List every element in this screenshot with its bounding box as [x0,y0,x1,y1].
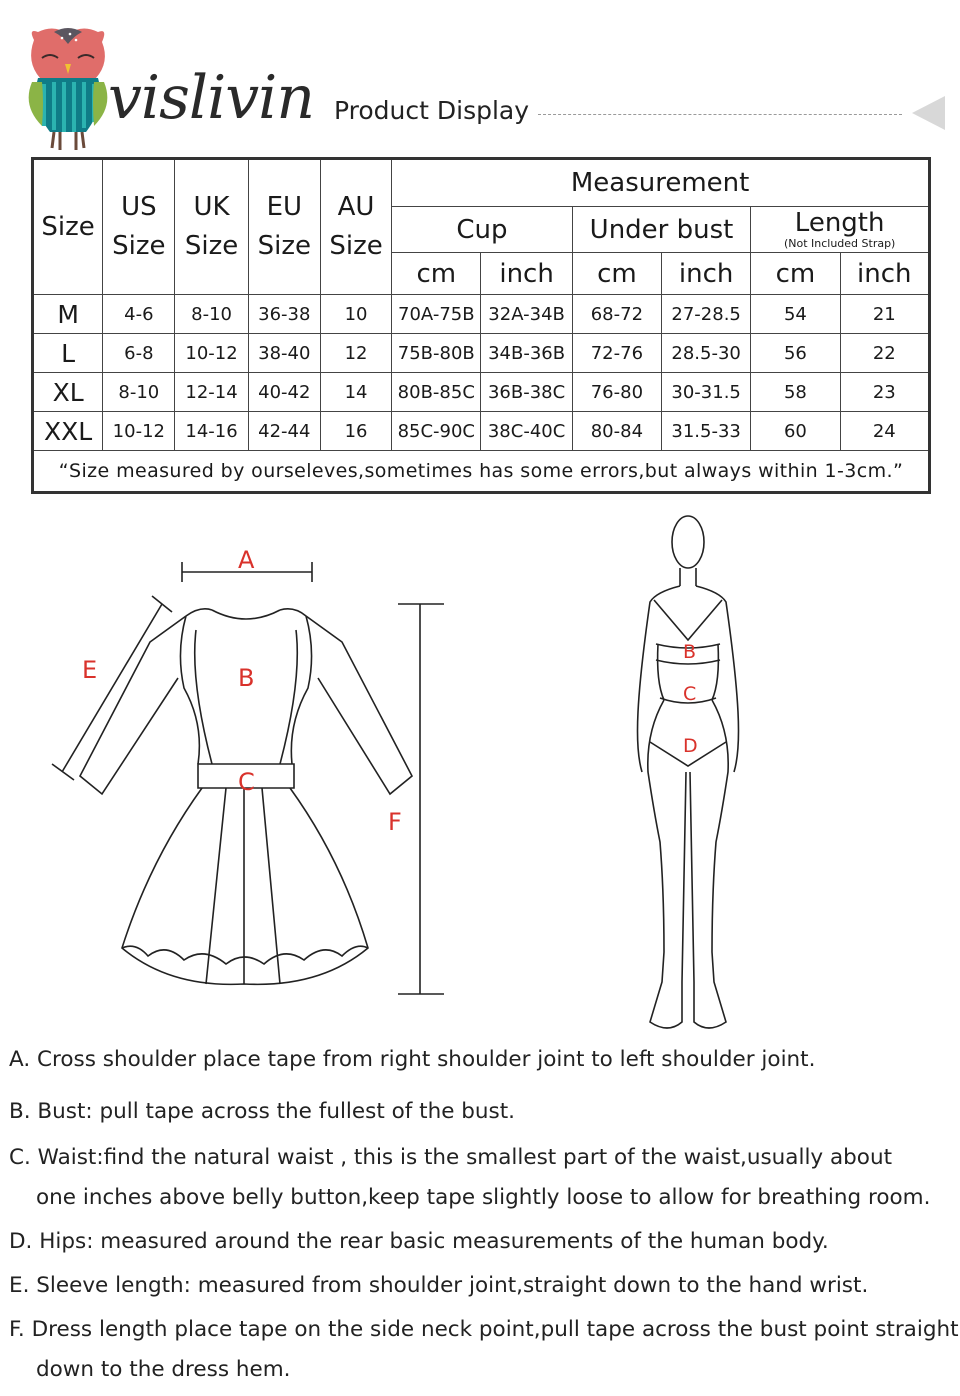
underbust-header: Under bust [572,207,751,253]
eu-size-header: EU Size [248,159,320,295]
eu-cell: 42-44 [248,412,320,451]
cup-cm-cell: 75B-80B [392,334,481,373]
length-header: Length (Not Included Strap) [751,207,930,253]
instruction-e: E. Sleeve length: measured from shoulder joint,straight down to the hand wrist. [9,1273,869,1298]
size-cell: M [33,295,103,334]
underbust-cm-cell: 68-72 [572,295,661,334]
underbust-inch-cell: 30-31.5 [662,373,751,412]
cup-inch-cell: 38C-40C [481,412,572,451]
cup-inch-cell: 32A-34B [481,295,572,334]
table-row [33,373,930,412]
measurement-header: Measurement [392,159,930,207]
label-e: E [82,656,98,684]
instruction-f: F. Dress length place tape on the side neck point,pull tape across the bust point straight down to the dress hem. [9,1317,959,1382]
table-row [33,412,930,451]
length-cm-cell: 54 [751,295,840,334]
uk-cell: 10-12 [175,334,248,373]
length-inch-cell: 24 [840,412,929,451]
underbust-cm-cell: 72-76 [572,334,661,373]
cup-inch-cell: 36B-38C [481,373,572,412]
table-note: “Size measured by ourseleves,sometimes has some errors,but always within 1-3cm.” [33,451,930,493]
unit-cm: cm [572,253,661,295]
length-cm-cell: 60 [751,412,840,451]
owl-logo-icon [24,22,112,154]
length-note: (Not Included Strap) [783,236,896,250]
unit-cm: cm [392,253,481,295]
au-size-header: AU Size [320,159,391,295]
uk-cell: 14-16 [175,412,248,451]
table-row [33,334,930,373]
section-title: Product Display [334,96,530,125]
unit-inch: inch [481,253,572,295]
au-cell: 14 [320,373,391,412]
length-inch-cell: 22 [840,334,929,373]
eu-cell: 38-40 [248,334,320,373]
eu-cell: 40-42 [248,373,320,412]
brand-logo-text: vislivin [108,63,314,133]
cup-inch-cell: 34B-36B [481,334,572,373]
au-cell: 10 [320,295,391,334]
instruction-d: D. Hips: measured around the rear basic measurements of the human body. [9,1229,829,1254]
eu-cell: 36-38 [248,295,320,334]
table-row [33,295,930,334]
instruction-b: B. Bust: pull tape across the fullest of the bust. [9,1099,515,1124]
unit-inch: inch [662,253,751,295]
header [0,0,960,150]
underbust-inch-cell: 31.5-33 [662,412,751,451]
label-a: A [238,546,255,574]
cup-cm-cell: 70A-75B [392,295,481,334]
divider [538,114,902,115]
unit-inch: inch [840,253,929,295]
label-c: C [238,768,255,796]
underbust-inch-cell: 27-28.5 [662,295,751,334]
length-cm-cell: 58 [751,373,840,412]
body-figure-diagram [628,512,752,1036]
cup-cm-cell: 80B-85C [392,373,481,412]
uk-cell: 12-14 [175,373,248,412]
label-b: B [683,641,697,663]
underbust-cm-cell: 80-84 [572,412,661,451]
size-cell: XL [33,373,103,412]
size-header: Size [33,159,103,295]
us-cell: 4-6 [103,295,175,334]
underbust-cm-cell: 76-80 [572,373,661,412]
us-cell: 10-12 [103,412,175,451]
cup-header: Cup [392,207,573,253]
size-chart-table [31,157,931,494]
dress-diagram [30,540,460,1000]
instruction-a: A. Cross shoulder place tape from right shoulder joint to left shoulder joint. [9,1047,816,1072]
uk-cell: 8-10 [175,295,248,334]
label-d: D [683,735,698,757]
cup-cm-cell: 85C-90C [392,412,481,451]
instruction-c: C. Waist:find the natural waist , this is the smallest part of the waist,usually about one inches above belly button,keep tape slightly loose to allow for breathing room. [9,1145,931,1210]
label-c: C [683,683,697,705]
label-b: B [238,664,255,692]
us-cell: 6-8 [103,334,175,373]
au-cell: 12 [320,334,391,373]
length-inch-cell: 21 [840,295,929,334]
length-inch-cell: 23 [840,373,929,412]
length-cm-cell: 56 [751,334,840,373]
arrow-left-icon [912,96,945,130]
us-size-header: US Size [103,159,175,295]
unit-cm: cm [751,253,840,295]
size-cell: L [33,334,103,373]
underbust-inch-cell: 28.5-30 [662,334,751,373]
au-cell: 16 [320,412,391,451]
uk-size-header: UK Size [175,159,248,295]
us-cell: 8-10 [103,373,175,412]
size-cell: XXL [33,412,103,451]
label-f: F [388,808,402,836]
